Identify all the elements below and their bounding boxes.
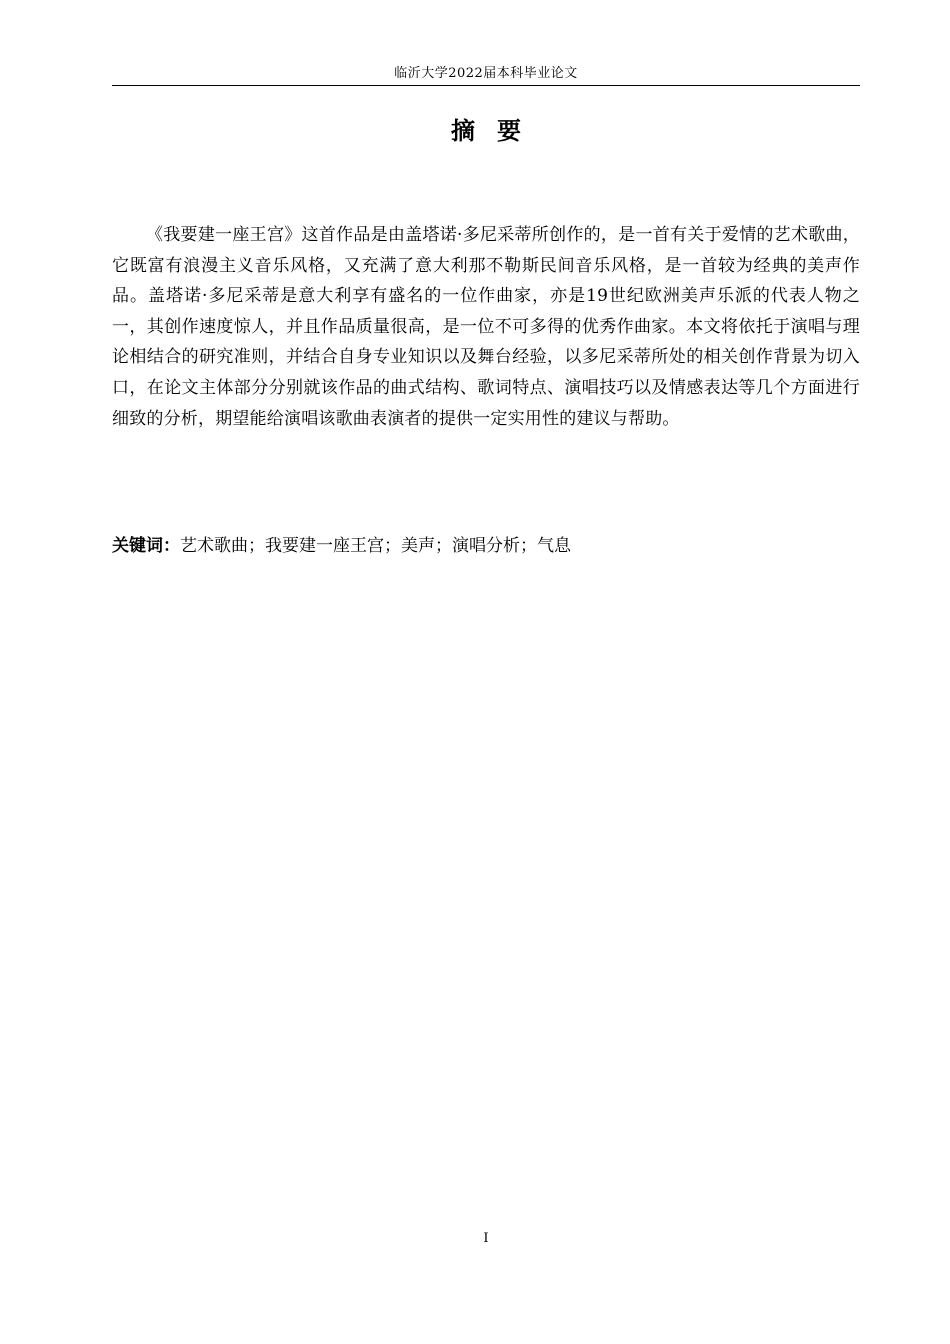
abstract-title: 摘要 (451, 117, 543, 145)
running-header: 临沂大学2022届本科毕业论文 (394, 66, 578, 81)
keywords-label: 关键词： (112, 536, 180, 556)
abstract-body: 《我要建一座王宫》这首作品是由盖塔诺·多尼采蒂所创作的，是一首有关于爱情的艺术歌曲，它既富有浪漫主义音乐风格，又充满了意大利那不勒斯民间音乐风格，是一首较为经典的美声作品。盖塔诺·多尼采蒂是意大利享有盛名的一位作曲家，亦是19世纪欧洲美声乐派的代表人物之一，其创作速度惊人，并且作品质量很高，是一位不可多得的优秀作曲家。本文将依托于演唱与理论相结合的研究准则，并结合自身专业知识以及舞台经验，以多尼采蒂所处的相关创作背景为切入口，在论文主体部分分别就该作品的曲式结构、歌词特点、演唱技巧以及情感表达等几个方面进行细致的分析，期望能给演唱该歌曲表演者的提供一定实用性的建议与帮助。 (112, 225, 860, 429)
keywords-text: 艺术歌曲；我要建一座王宫；美声；演唱分析；气息 (180, 536, 571, 556)
keywords-line (112, 534, 860, 558)
page-number: I (483, 1231, 489, 1246)
header-rule (112, 85, 860, 86)
